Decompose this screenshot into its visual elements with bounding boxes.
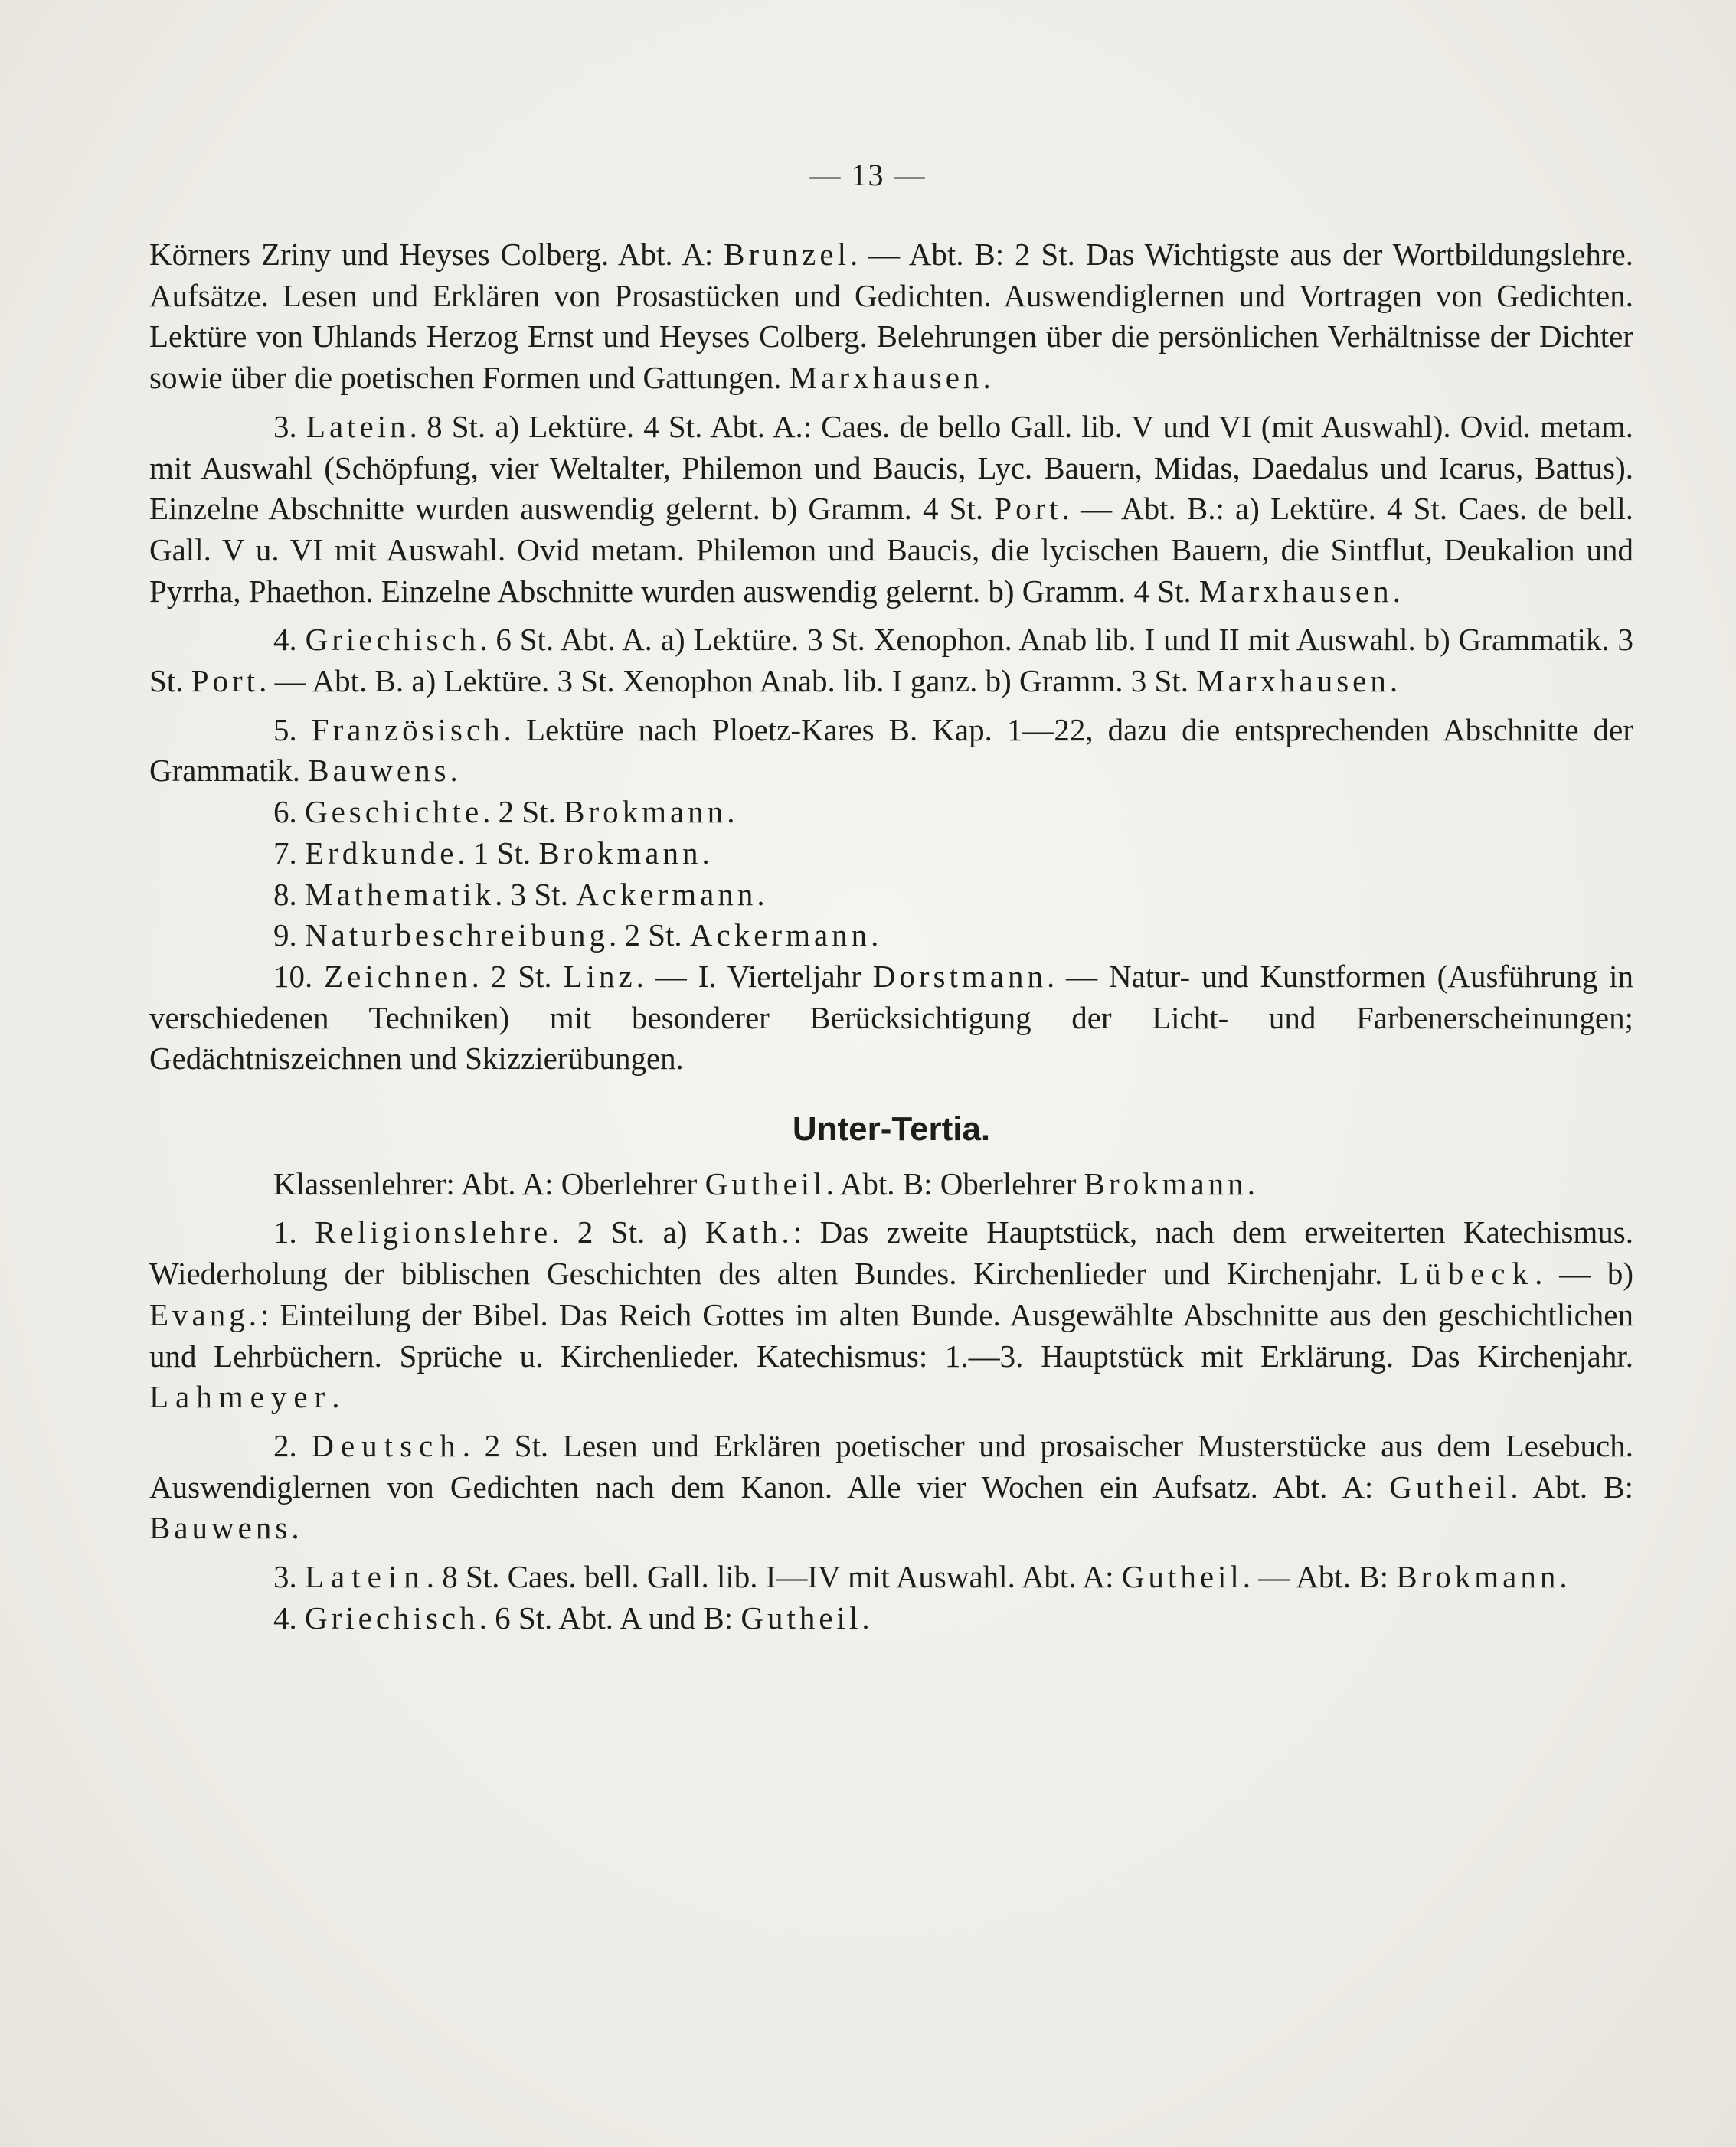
- paragraph-religionslehre: 1. Religionslehre. 2 St. a) Kath.: Das zweite Hauptstück, nach dem erweiterten Katechismus. Wiederholung der biblischen Geschichten des alten Bundes. Kirchenlieder und Kirchenjahr. Lübeck. — b) Evang.: Einteilung der Bibel. Das Reich Gottes im alten Bunde. Ausgewählte Abschnitte aus den geschichtlichen und Lehrbüchern. Sprüche u. Kirchenlieder. Katechismus: 1.—3. Hauptstück mit Erklärung. Das Kirchenjahr. Lahmeyer.: [149, 1214, 1634, 1415]
- teacher-name: Port: [191, 663, 260, 699]
- teacher-name: Brokmann: [1084, 1165, 1247, 1201]
- teacher-name: Ackermann: [576, 876, 757, 912]
- teacher-name: Marxhausen: [1198, 573, 1393, 609]
- confession-label: Evang.: [149, 1296, 260, 1332]
- teacher-name: Brokmann: [564, 794, 727, 830]
- page-number: — 13 —: [809, 158, 927, 192]
- teacher-name: Linz: [563, 958, 636, 994]
- paragraph-latein: 3. Latein. 8 St. a) Lektüre. 4 St. Abt. A.: Caes. de bello Gall. lib. V und VI (mit Auswahl). Ovid. metam. mit Auswahl (Schöpfung, vier Weltalter, Philemon und Baucis, Lyc. Bauern, Midas, Daedalus und Icarus, Battus). Einzelne Abschnitte wurden auswendig gelernt. b) Gramm. 4 St. Port. — Abt. B.: a) Lektüre. 4 St. Caes. de bell. Gall. V u. VI mit Auswahl. Ovid metam. Philemon und Baucis, die lycischen Bauern, die Sintflut, Deukalion und Pyrrha, Phaethon. Einzelne Abschnitte wurden auswendig gelernt. b) Gramm. 4 St. Marxhausen.: [149, 408, 1633, 609]
- paragraph-zeichnen: 10. Zeichnen. 2 St. Linz. — I. Vierteljahr Dorstmann. — Natur- und Kunstformen (Ausführung in verschiedenen Techniken) mit besonderer Berücksichtigung der Licht- und Farbenerscheinungen; Gedächtniszeichnen und Skizzierübungen.: [149, 958, 1633, 1077]
- subject-name: Zeichnen: [324, 958, 472, 994]
- teacher-name: Port: [994, 491, 1062, 527]
- subject-name: Latein: [305, 1559, 427, 1595]
- paragraph-deutsch: 2. Deutsch. 2 St. Lesen und Erklären poetischer und prosaischer Musterstücke aus dem Lesebuch. Auswendiglernen von Gedichten nach dem Kanon. Alle vier Wochen ein Aufsatz. Abt. A: Gutheil. Abt. B: Bauwens.: [149, 1427, 1633, 1546]
- teacher-name: Gutheil: [1389, 1469, 1511, 1505]
- confession-label: Kath.: [705, 1214, 793, 1250]
- teacher-name: Brokmann: [1396, 1559, 1560, 1595]
- teacher-name: Brunzel: [724, 237, 850, 272]
- paragraph-griechisch-ut: 4. Griechisch. 6 St. Abt. A und B: Gutheil.: [273, 1600, 870, 1636]
- teacher-name: Ackermann: [689, 917, 871, 953]
- body-text: [149, 234, 1633, 1639]
- paragraph-mathematik: 8. Mathematik. 3 St. Ackermann.: [273, 876, 765, 912]
- paragraph-griechisch: 4. Griechisch. 6 St. Abt. A. a) Lektüre. 3 St. Xenophon. Anab lib. I und II mit Auswahl. b) Grammatik. 3 St. Port. — Abt. B. a) Lektüre. 3 St. Xenophon Anab. lib. I ganz. b) Gramm. 3 St. Marxhausen.: [149, 622, 1634, 699]
- teacher-name: Brokmann: [538, 835, 702, 871]
- subject-name: Latein: [306, 408, 410, 444]
- subject-name: Mathematik: [305, 876, 495, 912]
- subject-name: Griechisch: [305, 622, 480, 658]
- teacher-name: Lahmeyer: [149, 1379, 332, 1415]
- teacher-name: Gutheil: [740, 1600, 862, 1636]
- subject-name: Erdkunde: [305, 835, 458, 871]
- teacher-name: Marxhausen: [789, 360, 983, 396]
- paragraph-deutsch-continued: Körners Zriny und Heyses Colberg. Abt. A: Brunzel. — Abt. B: 2 St. Das Wichtigste aus der Wortbildungslehre. Aufsätze. Lesen und Erklären von Prosastücken und Gedichten. Auswendiglernen und Vortragen von Gedichten. Lektüre von Uhlands Herzog Ernst und Heyses Colberg. Belehrungen über die persönlichen Verhältnisse der Dichter sowie über die poetischen Formen und Gattungen. Marxhausen.: [149, 237, 1633, 396]
- teacher-name: Lübeck: [1399, 1256, 1535, 1292]
- teacher-name: Bauwens: [149, 1510, 292, 1546]
- subject-name: Geschichte: [305, 794, 483, 830]
- teacher-name: Gutheil: [705, 1165, 826, 1201]
- subject-name: Deutsch: [311, 1427, 463, 1463]
- teacher-name: Bauwens: [308, 753, 450, 789]
- paragraph-naturbeschreibung: 9. Naturbeschreibung. 2 St. Ackermann.: [273, 917, 879, 953]
- subject-name: Naturbeschreibung: [305, 917, 609, 953]
- paragraph-geschichte: 6. Geschichte. 2 St. Brokmann.: [273, 794, 735, 830]
- paragraph-klassenlehrer: Klassenlehrer: Abt. A: Oberlehrer Gutheil. Abt. B: Oberlehrer Brokmann.: [273, 1165, 1255, 1201]
- section-heading: Unter-Tertia.: [792, 1110, 991, 1149]
- teacher-name: Gutheil: [1121, 1559, 1243, 1595]
- teacher-name: Marxhausen: [1196, 663, 1390, 699]
- teacher-name: Dorstmann: [872, 958, 1047, 994]
- paragraph-franzoesisch: 5. Französisch. Lektüre nach Ploetz-Kares B. Kap. 1—22, dazu die entsprechenden Abschnitte der Grammatik. Bauwens.: [149, 711, 1634, 789]
- subject-name: Griechisch: [305, 1600, 479, 1636]
- subject-name: Religionslehre: [315, 1214, 552, 1250]
- subject-name: Französisch: [311, 711, 504, 747]
- paragraph-erdkunde: 7. Erdkunde. 1 St. Brokmann.: [273, 835, 710, 871]
- paragraph-latein-ut: 3. Latein. 8 St. Caes. bell. Gall. lib. I—IV mit Auswahl. Abt. A: Gutheil. — Abt. B: Brokmann.: [273, 1559, 1568, 1595]
